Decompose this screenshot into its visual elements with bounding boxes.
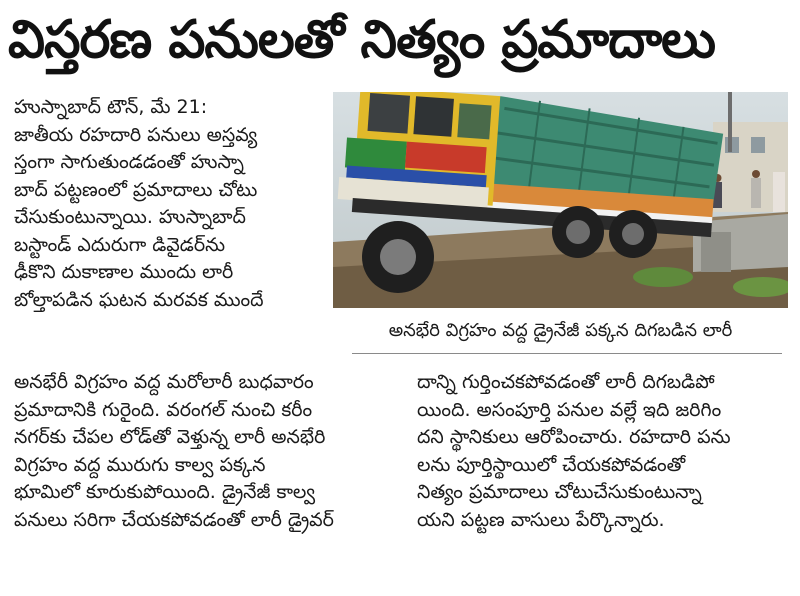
article-line: విగ్రహం వద్ద మురుగు కాల్వ పక్కన: [14, 453, 266, 476]
article-line: నిత్యం ప్రమాదాలు చోటుచేసుకుంటున్నా: [417, 481, 702, 503]
article-line: జాతీయ రహదారి పనులు అస్తవ్య: [14, 123, 258, 146]
headline: విస్తరణ పనులతో నిత్యం ప్రమాదాలు: [8, 10, 716, 70]
article-line: స్తంగా సాగుతుండడంతో హుస్నా: [14, 151, 245, 173]
article-line: దాన్ని గుర్తించకపోవడంతో లారీ దిగబడిపో: [417, 371, 715, 393]
article-line: ప్రమాదానికి గురైంది. వరంగల్ నుంచి కరీం: [14, 398, 313, 421]
article-column-bottom-left: [14, 369, 407, 534]
article-line: బస్టాండ్ ఎదురుగా డివైడర్‌ను: [14, 233, 226, 256]
article-line: చేసుకుంటున్నాయి. హుస్నాబాద్: [14, 206, 246, 228]
photo-caption: అనభేరి విగ్రహం వద్ద డ్రైనేజీ పక్కన దిగబడిన లారీ: [388, 320, 733, 341]
tilted-lorry-photo-icon: [333, 92, 788, 308]
article-line: బోల్తాపడిన ఘటన మరవక ముందే: [14, 288, 264, 311]
article-line: నగర్‌కు చేపల లోడ్‌తో వెళ్తున్న లారీ అనభేరి: [14, 426, 326, 448]
caption-divider: [352, 353, 782, 354]
article-line: పనులు సరిగా చేయకపోవడంతో లారీ డ్రైవర్: [14, 508, 334, 531]
news-photo: [333, 92, 788, 308]
article-line: దని స్థానికులు ఆరోపించారు. రహదారి పను: [417, 426, 731, 448]
article-line: బాద్ పట్టణంలో ప్రమాదాలు చోటు: [14, 178, 258, 201]
article-line: భూమిలో కూరుకుపోయింది. డ్రైనేజీ కాల్వ: [14, 481, 316, 503]
article-line: లను పూర్తిస్థాయిలో చేయకపోవడంతో: [417, 453, 686, 476]
article-column-top-left: [14, 94, 324, 314]
article-line: అనభేరీ విగ్రహం వద్ద మరోలారీ బుధవారం: [14, 371, 314, 393]
article-column-bottom-right: [417, 369, 789, 534]
article-line: ఢీకొని దుకాణాల ముందు లారీ: [14, 261, 234, 283]
article-line: యని పట్టణ వాసులు పేర్కొన్నారు.: [417, 508, 665, 531]
article-line: హుస్నాబాద్ టౌన్, మే 21:: [14, 96, 208, 118]
article-line: యింది. అసంపూర్తి పనుల వల్లే ఇది జరిగిం: [417, 398, 722, 421]
